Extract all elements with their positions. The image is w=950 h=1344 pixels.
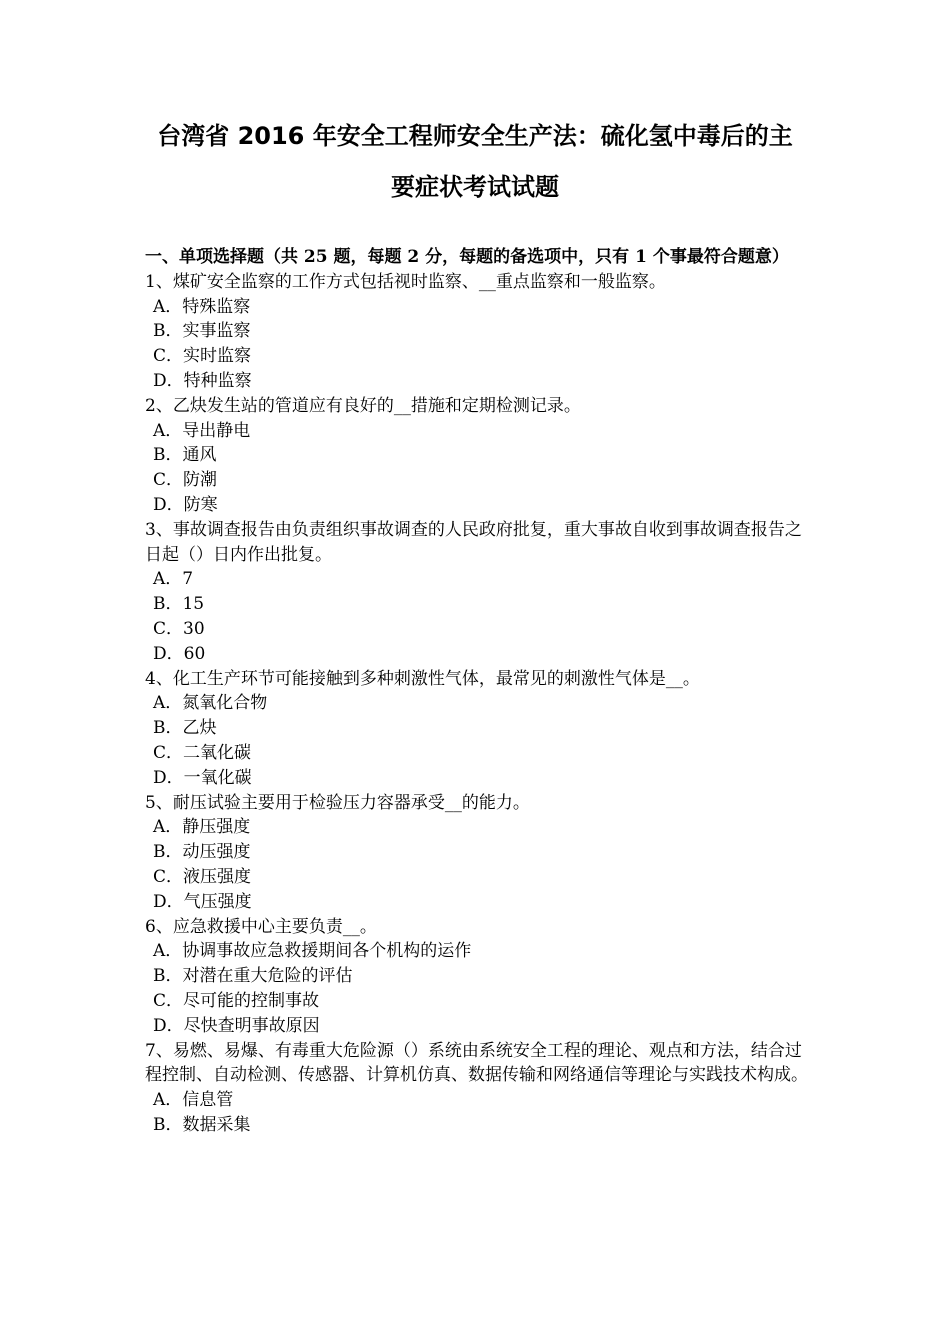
option-c: C．液压强度 [153,866,252,887]
option-a: A．协调事故应急救援期间各个机构的运作 [153,941,472,962]
option-a: A．特殊监察 [153,296,251,317]
option-d: D．气压强度 [153,891,252,912]
option-c: C．实时监察 [153,346,252,367]
option-d: D．一氧化碳 [153,767,252,788]
option-b: B．15 [153,594,205,615]
exam-content [145,245,815,1138]
option-b: B．动压强度 [153,842,251,863]
option-b: B．数据采集 [153,1114,251,1135]
option-b: B．通风 [153,445,217,466]
question-text: 3、事故调查报告由负责组织事故调查的人民政府批复，重大事故自收到事故调查报告之日起（）日内作出批复。 [145,519,802,565]
question-2 [145,394,815,518]
document-title-line-2: 要症状考试试题 [391,173,559,201]
question-5 [145,791,815,915]
option-c: C．二氧化碳 [153,742,252,763]
question-3 [145,518,815,667]
question-text: 1、煤矿安全监察的工作方式包括视时监察、__重点监察和一般监察。 [145,271,666,292]
question-1 [145,270,815,394]
option-a: A．7 [153,569,194,590]
question-text: 7、易燃、易爆、有毒重大危险源（）系统由系统安全工程的理论、观点和方法，结合过程控制、自动检测、传感器、计算机仿真、数据传输和网络通信等理论与实践技术构成。 [145,1040,808,1086]
option-b: B．实事监察 [153,321,251,342]
option-c: C．30 [153,618,205,639]
option-d: D．尽快查明事故原因 [153,1015,320,1036]
option-d: D．防寒 [153,494,218,515]
option-a: A．氮氧化合物 [153,693,268,714]
question-4 [145,667,815,791]
option-a: A．静压强度 [153,817,251,838]
question-text: 4、化工生产环节可能接触到多种刺激性气体，最常见的刺激性气体是__。 [145,668,700,689]
section-heading: 一、单项选择题（共 25 题，每题 2 分，每题的备选项中，只有 1 个事最符合题意） [145,247,789,267]
option-a: A．信息管 [153,1090,234,1111]
option-a: A．导出静电 [153,420,251,441]
document-title-line-1: 台湾省 2016 年安全工程师安全生产法：硫化氢中毒后的主 [157,122,793,150]
option-c: C．尽可能的控制事故 [153,990,320,1011]
question-text: 6、应急救援中心主要负责__。 [145,916,377,937]
option-d: D．特种监察 [153,370,252,391]
question-6 [145,915,815,1039]
question-text: 5、耐压试验主要用于检验压力容器承受__的能力。 [145,792,530,813]
option-d: D．60 [153,643,206,664]
question-text: 2、乙炔发生站的管道应有良好的__措施和定期检测记录。 [145,395,581,416]
option-b: B．对潜在重大危险的评估 [153,966,353,987]
option-c: C．防潮 [153,470,218,491]
option-b: B．乙炔 [153,718,217,739]
question-7 [145,1039,815,1138]
